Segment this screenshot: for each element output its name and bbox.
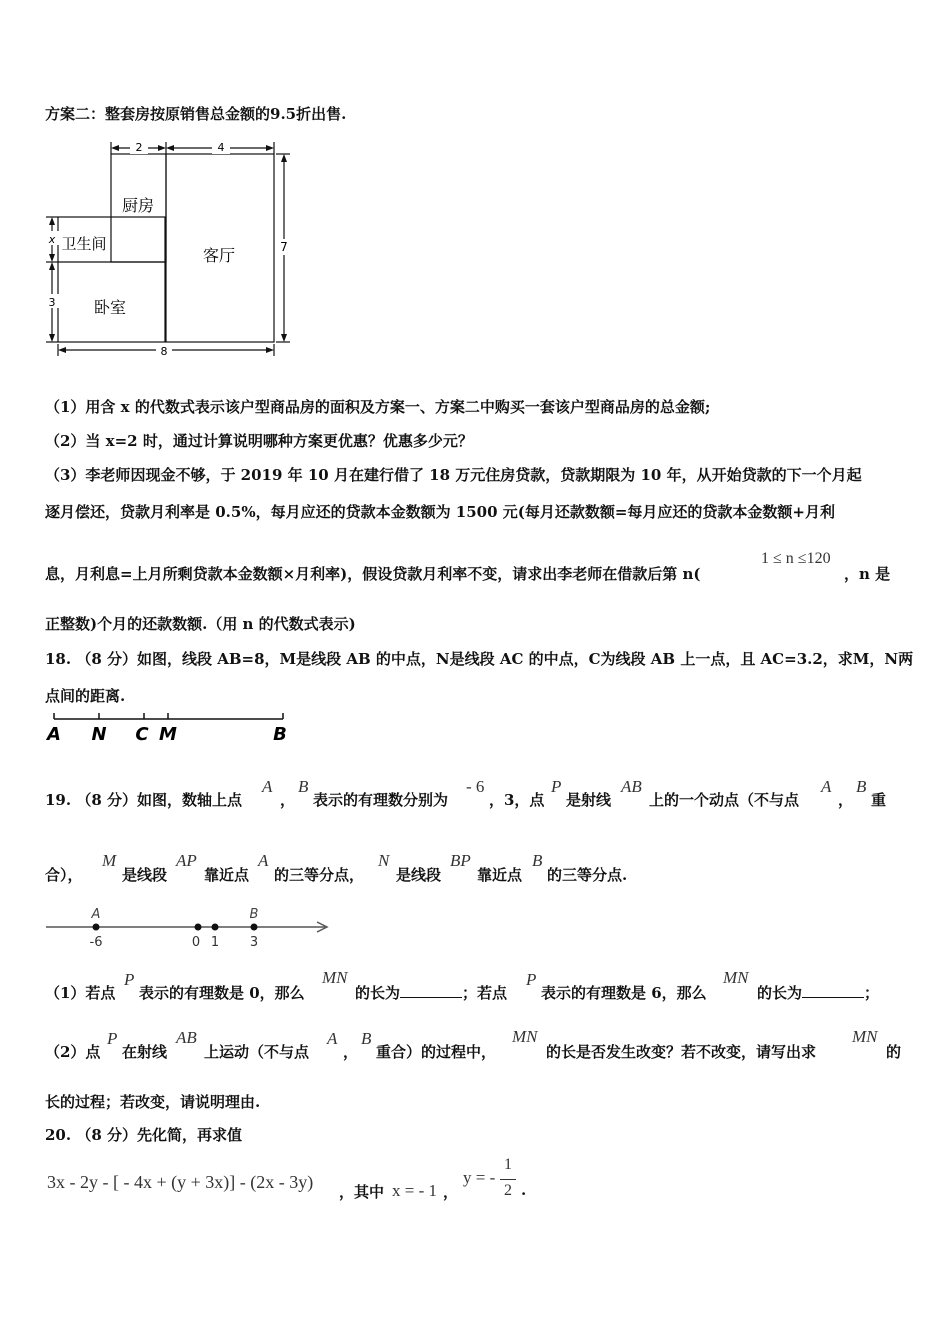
- q19-line1-e: 上的一个动点（不与点: [649, 791, 800, 809]
- dim-height-7: 7: [280, 240, 288, 254]
- q19-line2-e: 的三等分点.: [547, 866, 628, 884]
- point-n-label: N: [91, 724, 107, 745]
- tick-0: 0: [191, 935, 201, 950]
- q19-s2-comma: ，: [343, 1043, 359, 1061]
- room-bathroom: 卫生间: [61, 235, 107, 253]
- q19-s2-a-pt: A: [327, 1029, 338, 1048]
- q19-line2-a: 合），: [45, 866, 83, 884]
- point-b-label: B: [273, 724, 287, 745]
- q20-period: .: [521, 1181, 527, 1199]
- q19-point-b-2: B: [856, 777, 867, 796]
- room-living: 客厅: [202, 246, 236, 265]
- q20-comma: ，: [443, 1183, 459, 1201]
- q20-fraction-bar: [500, 1179, 516, 1180]
- answer-blank-2[interactable]: [802, 983, 864, 998]
- dim-3: 3: [48, 296, 56, 309]
- q19-s2-c: 上运动（不与点: [204, 1043, 310, 1061]
- q19-line2-b2: 是线段: [396, 866, 442, 884]
- q19-point-a-2: A: [821, 777, 832, 796]
- dim-x: x: [48, 233, 56, 246]
- q19-s2-b-pt: B: [361, 1029, 372, 1048]
- room-bedroom: 卧室: [93, 298, 127, 317]
- q19-s2-e: 的长是否发生改变？若不改变，请写出求: [546, 1043, 817, 1061]
- q17-part2: （2）当 x=2 时，通过计算说明哪种方案更优惠？优惠多少元？: [45, 432, 473, 450]
- q20-denominator: 2: [504, 1182, 512, 1199]
- tick-neg6: -6: [89, 935, 103, 950]
- q17-part3-line2: 逐月偿还，贷款月利率是 0.5%，每月应还的贷款本金数额为 1500 元(每月还款数额=每月应还的贷款本金数额+月利: [45, 503, 836, 521]
- q19-line2-b: 是线段: [122, 866, 168, 884]
- q19-s2-f: 的: [886, 1043, 902, 1061]
- dim-living-width: 4: [217, 141, 225, 154]
- q19-ray-ab: AB: [621, 777, 642, 796]
- q19-point-b: B: [298, 777, 309, 796]
- q19-s1-mn2: MN: [723, 968, 749, 987]
- q19-s1-answer-1: [355, 982, 507, 1003]
- q17-part3-line1: （3）李老师因现金不够，于 2019 年 10 月在建行借了 18 万元住房贷款，贷款期限为 10 年，从开始贷款的下一个月起: [45, 466, 862, 484]
- q18-line1: 18. （8 分）如图，线段 AB=8，M是线段 AB 的中点，N是线段 AC 的中点，C为线段 AB 上一点，且 AC=3.2，求M，N两: [45, 650, 914, 668]
- q19-line1-f: 重: [871, 791, 887, 809]
- q19-s1-d: ；若点: [462, 984, 508, 1002]
- q17-part3-line4: 正整数)个月的还款数额.（用 n 的代数式表示): [45, 615, 356, 633]
- floorplan-diagram: [40, 134, 300, 362]
- q19-s2-p: P: [107, 1029, 118, 1048]
- q19-s1-e: 表示的有理数是 6，那么: [541, 984, 707, 1002]
- q17-part3-line3a: 息，月利息=上月所剩贷款本金数额×月利率)，假设贷款月利率不变，请求出李老师在借款后第 n(: [45, 565, 701, 583]
- q19-s1-f: 的长为: [757, 984, 803, 1002]
- q19-number-line: [40, 904, 340, 950]
- q20-title: 20. （8 分）先化简，再求值: [45, 1126, 242, 1144]
- q19-point-b-3: B: [532, 851, 543, 870]
- q19-s2-d: 重合）的过程中，: [376, 1043, 497, 1061]
- q19-s2-ab: AB: [176, 1028, 197, 1047]
- q19-line1-c: ，3，点: [489, 791, 545, 809]
- plan2-text: 方案二：整套房按原销售总金额的9.5折出售.: [45, 105, 347, 123]
- q19-line1-b: 表示的有理数分别为: [313, 791, 449, 809]
- q19-comma: ，: [280, 791, 296, 809]
- q19-s1-a: （1）若点: [45, 984, 116, 1002]
- q19-line1-d: 是射线: [566, 791, 612, 809]
- q19-line2-c2: 靠近点: [477, 866, 523, 884]
- q19-point-n: N: [378, 851, 390, 870]
- q17-part1: （1）用含 x 的代数式表示该户型商品房的面积及方案一、方案二中购买一套该户型商品房的总金额;: [45, 398, 711, 416]
- q19-line2-c: 靠近点: [204, 866, 250, 884]
- axis-label-a: A: [91, 907, 101, 922]
- q19-s2-g: 长的过程；若改变，请说明理由.: [45, 1093, 261, 1111]
- q17-range: 1 ≤ n ≤120: [761, 550, 831, 567]
- q19-point-m: M: [102, 851, 117, 870]
- q19-point-p: P: [551, 777, 562, 796]
- q19-segment-ap: AP: [176, 851, 197, 870]
- point-c-label: C: [135, 724, 149, 745]
- dim-width-8: 8: [160, 345, 168, 358]
- q19-point-a-3: A: [258, 851, 269, 870]
- point-m-label: M: [159, 724, 177, 745]
- q20-expression: 3x - 2y - [ - 4x + (y + 3x)] - (2x - 3y): [47, 1172, 314, 1192]
- q19-s2-b: 在射线: [122, 1043, 168, 1061]
- q19-comma-2: ，: [838, 791, 854, 809]
- q20-where: ，其中: [339, 1183, 385, 1201]
- tick-3: 3: [249, 935, 259, 950]
- q17-part3-line3b: ，n 是: [844, 565, 891, 583]
- q19-point-a: A: [262, 777, 273, 796]
- q19-s1-p: P: [124, 970, 135, 989]
- dim-kitchen-width: 2: [135, 141, 143, 154]
- q18-line2: 点间的距离.: [45, 687, 126, 705]
- point-a-label: A: [47, 724, 61, 745]
- q19-line1-a: 19. （8 分）如图，数轴上点: [45, 791, 242, 809]
- q19-s1-c: 的长为: [355, 984, 401, 1002]
- tick-1: 1: [210, 935, 220, 950]
- q20-x-value: x = - 1: [392, 1181, 437, 1200]
- q19-s1-g: ；: [864, 984, 880, 1002]
- q19-s2-a: （2）点: [45, 1043, 101, 1061]
- q19-s1-p2: P: [526, 970, 537, 989]
- q19-s1-mn: MN: [322, 968, 348, 987]
- room-kitchen: 厨房: [121, 196, 155, 215]
- q19-s1-answer-2: [757, 982, 879, 1003]
- q19-s1-b: 表示的有理数是 0，那么: [139, 984, 305, 1002]
- answer-blank-1[interactable]: [400, 983, 462, 998]
- q19-line2-d: 的三等分点，: [274, 866, 365, 884]
- q19-neg6: - 6: [466, 777, 485, 796]
- q19-s2-mn2: MN: [852, 1027, 878, 1046]
- q20-numerator: 1: [504, 1156, 512, 1173]
- axis-label-b: B: [249, 907, 259, 922]
- q20-y-value: y = -: [463, 1168, 496, 1187]
- q19-segment-bp: BP: [450, 851, 471, 870]
- q18-segment-diagram: [40, 708, 300, 748]
- q19-s2-mn: MN: [512, 1027, 538, 1046]
